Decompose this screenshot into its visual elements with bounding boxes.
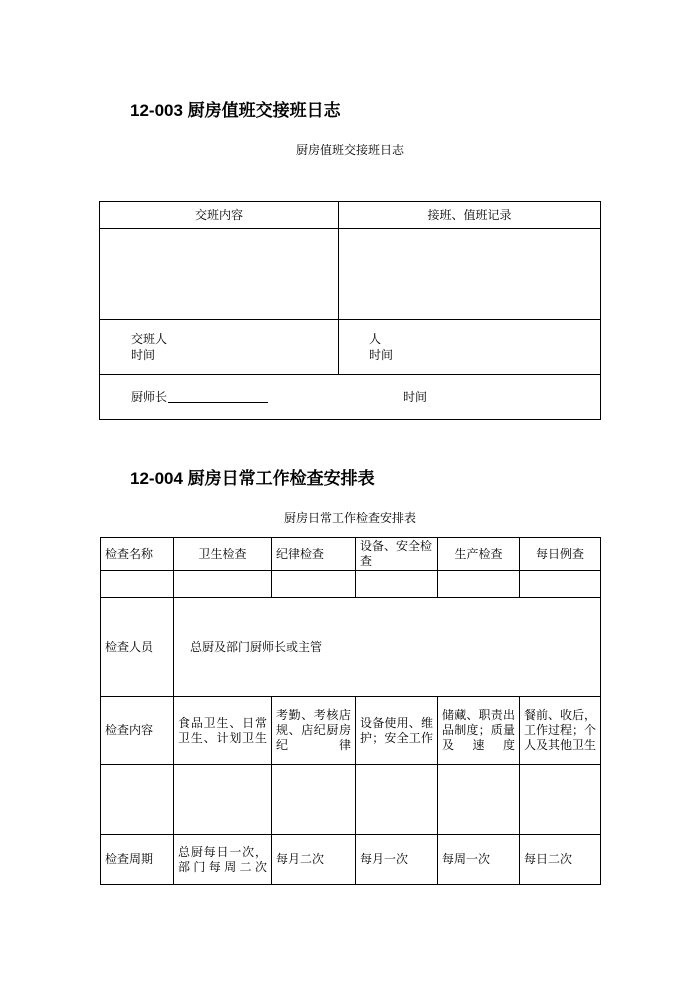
content-cell: 设备使用、维护；安全工作 <box>356 697 438 765</box>
inspection-schedule-table <box>100 537 601 885</box>
content-cell: 储藏、职责出品制度；质量及速度 <box>438 697 520 765</box>
table-row <box>101 765 601 835</box>
table-row <box>101 598 601 697</box>
table-row <box>101 697 601 765</box>
period-cell: 每月一次 <box>356 835 438 885</box>
header-cell: 设备、安全检查 <box>356 538 438 571</box>
empty-cell <box>174 765 272 835</box>
col-header-receive-record: 接班、值班记录 <box>427 208 512 222</box>
column-divider <box>338 201 339 375</box>
section2-heading: 12-004 厨房日常工作检查安排表 <box>130 469 375 488</box>
empty-cell <box>438 571 520 598</box>
empty-cell <box>174 571 272 598</box>
empty-cell <box>272 765 356 835</box>
row-divider <box>99 319 601 320</box>
empty-cell <box>101 571 174 598</box>
empty-cell <box>272 571 356 598</box>
period-cell: 每月二次 <box>272 835 356 885</box>
table-row <box>101 571 601 598</box>
table-row <box>101 835 601 885</box>
empty-cell <box>438 765 520 835</box>
section1-heading: 12-003 厨房值班交接班日志 <box>130 101 341 120</box>
receiver-person-label: 人 <box>369 332 382 346</box>
chef-label: 厨师长 <box>131 390 168 404</box>
chef-signature-line <box>168 402 268 403</box>
empty-cell <box>520 571 601 598</box>
empty-cell <box>356 571 438 598</box>
period-cell: 每周一次 <box>438 835 520 885</box>
header-cell: 生产检查 <box>438 538 520 571</box>
row-divider <box>99 374 601 375</box>
receiver-time-label: 时间 <box>369 348 394 362</box>
empty-cell <box>356 765 438 835</box>
col-header-handover-content: 交班内容 <box>194 208 243 222</box>
content-cell: 考勤、考核店规、店纪厨房纪律 <box>272 697 356 765</box>
content-cell: 食品卫生、日常卫生、计划卫生 <box>174 697 272 765</box>
handover-log-table <box>99 201 601 420</box>
section1-subtitle: 厨房值班交接班日志 <box>295 143 404 157</box>
row-label: 检查内容 <box>101 697 174 765</box>
section2-subtitle: 厨房日常工作检查安排表 <box>283 511 416 525</box>
handover-person-label: 交班人 <box>131 332 168 346</box>
period-cell: 总厨每日一次，部门每周二次 <box>174 835 272 885</box>
empty-cell <box>520 765 601 835</box>
period-cell: 每日二次 <box>520 835 601 885</box>
row-label: 检查周期 <box>101 835 174 885</box>
row-divider <box>99 228 601 229</box>
table-row <box>101 538 601 571</box>
row-label: 检查人员 <box>101 598 174 697</box>
header-cell: 纪律检查 <box>272 538 356 571</box>
handover-time-label: 时间 <box>131 348 156 362</box>
header-cell: 检查名称 <box>101 538 174 571</box>
content-cell: 餐前、收后，工作过程；个人及其他卫生 <box>520 697 601 765</box>
empty-cell <box>101 765 174 835</box>
inspectors-value: 总厨及部门厨师长或主管 <box>174 598 601 697</box>
header-cell: 卫生检查 <box>174 538 272 571</box>
header-cell: 每日例查 <box>520 538 601 571</box>
chef-time-label: 时间 <box>403 390 428 404</box>
